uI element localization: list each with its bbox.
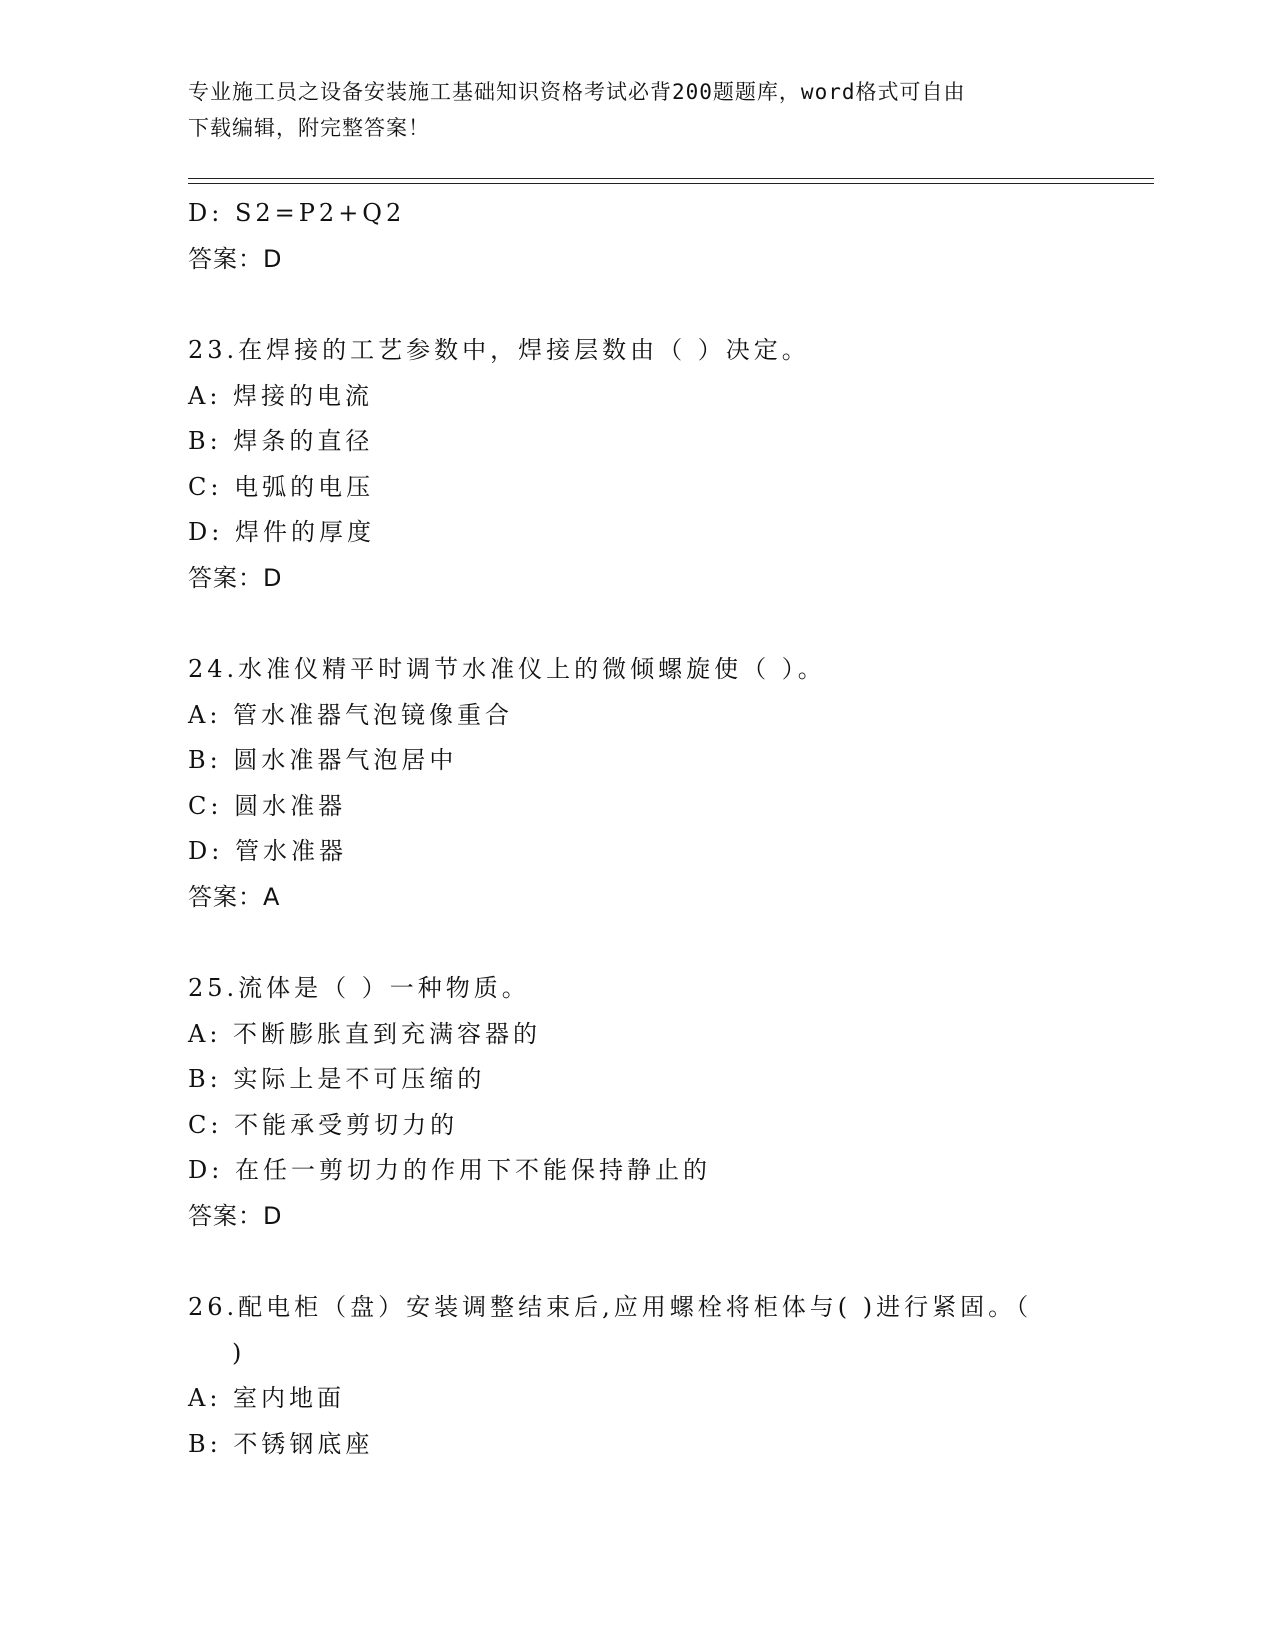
option-b: B: 实际上是不可压缩的 [188,1065,486,1093]
question-26 [188,1285,1088,1467]
option-a: A: 室内地面 [188,1384,346,1412]
question-stem: 24.水准仪精平时调节水准仪上的微倾螺旋使（ ）。 [188,655,826,683]
answer-text: 答案：A [188,882,281,911]
option-c: C: 不能承受剪切力的 [188,1110,459,1139]
question-stem-continuation: ) [232,1338,246,1367]
header-line-1: 专业施工员之设备安装施工基础知识资格考试必背200题题库，word格式可自由 [188,80,966,104]
option-b: B: 焊条的直径 [188,427,374,455]
question-22-tail [188,191,1088,282]
option-d: D: 管水准器 [188,837,347,865]
option-d: D: 在任一剪切力的作用下不能保持静止的 [188,1156,711,1184]
answer-text: 答案：D [188,244,283,273]
option-b: B: 不锈钢底座 [188,1429,374,1458]
question-23 [188,328,1088,601]
option-a: A: 不断膨胀直到充满容器的 [188,1019,542,1048]
option-d: D: 焊件的厚度 [188,518,375,546]
question-25 [188,966,1088,1239]
question-stem: 25.流体是（ ）一种物质。 [188,974,530,1002]
option-a: A: 焊接的电流 [188,381,374,410]
answer-text: 答案：D [188,1201,283,1230]
option-c: C: 电弧的电压 [188,472,375,501]
answer-text: 答案：D [188,563,283,592]
option-a: A: 管水准器气泡镜像重合 [188,700,514,729]
question-stem: 26.配电柜（盘）安装调整结束后,应用螺栓将柜体与( )进行紧固。（ [188,1293,1033,1321]
question-stem: 23.在焊接的工艺参数中，焊接层数由（ ）决定。 [188,336,810,364]
header-line-2: 下载编辑，附完整答案！ [188,116,430,140]
header-divider-bottom [188,183,1154,184]
question-24 [188,647,1088,920]
header-divider-top [188,178,1154,179]
option-b: B: 圆水准器气泡居中 [188,746,458,774]
option-d: D: S2=P2+Q2 [188,199,406,227]
document-header [188,74,1088,146]
option-c: C: 圆水准器 [188,791,347,820]
question-list [188,191,1088,1467]
